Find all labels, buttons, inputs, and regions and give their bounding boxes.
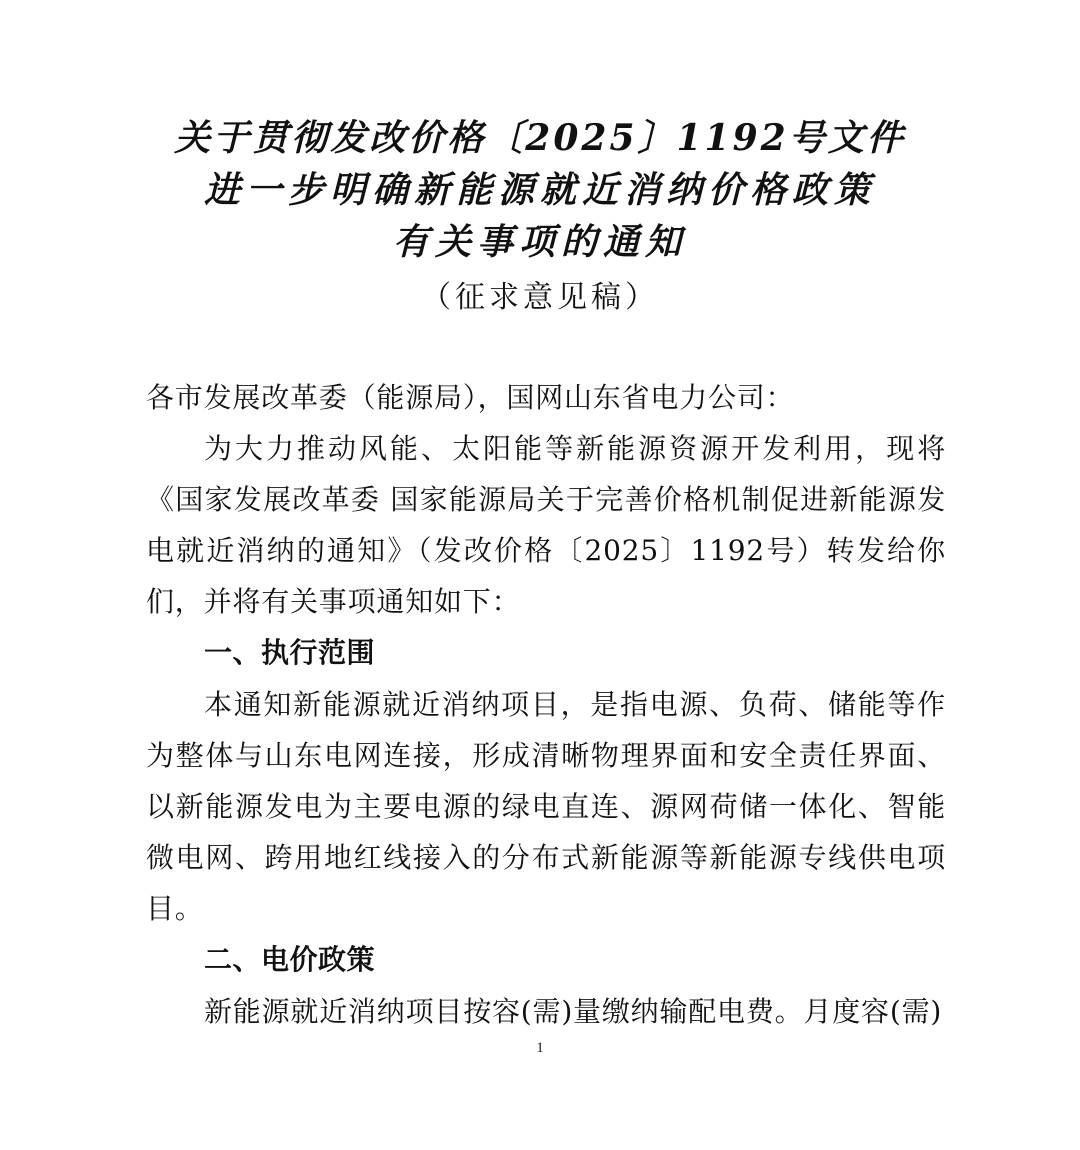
document-title [0,112,1080,324]
page-number: 1 [536,1040,544,1056]
document-body [146,372,946,1037]
title-line-1: 关于贯彻发改价格〔2025〕1192号文件 [174,117,906,159]
draft-subtitle: （征求意见稿） [421,280,659,315]
salutation: 各市发展改革委（能源局），国网山东省电力公司： [146,381,795,414]
section-paragraph-scope: 本通知新能源就近消纳项目，是指电源、负荷、储能等作为整体与山东电网连接，形成清晰物理界面和安全责任界面、以新能源发电为主要电源的绿电直连、源网荷储一体化、智能微电网、跨用地红线接入的分布式新能源等新能源专线供电项目。 [146,688,946,925]
section-paragraph-pricing: 新能源就近消纳项目按容(需)量缴纳输配电费。月度容(需) [204,995,943,1028]
section-heading-pricing: 二、电价政策 [204,943,376,976]
title-line-3: 有关事项的通知 [392,221,687,263]
intro-paragraph: 为大力推动风能、太阳能等新能源资源开发利用，现将《国家发展改革委 国家能源局关于完善价格机制促进新能源发电就近消纳的通知》（发改价格〔2025〕1192号）转发给你们，并将有关事项通知如下： [146,432,946,618]
title-line-2: 进一步明确新能源就近消纳价格政策 [203,169,876,211]
section-heading-scope: 一、执行范围 [204,636,376,669]
